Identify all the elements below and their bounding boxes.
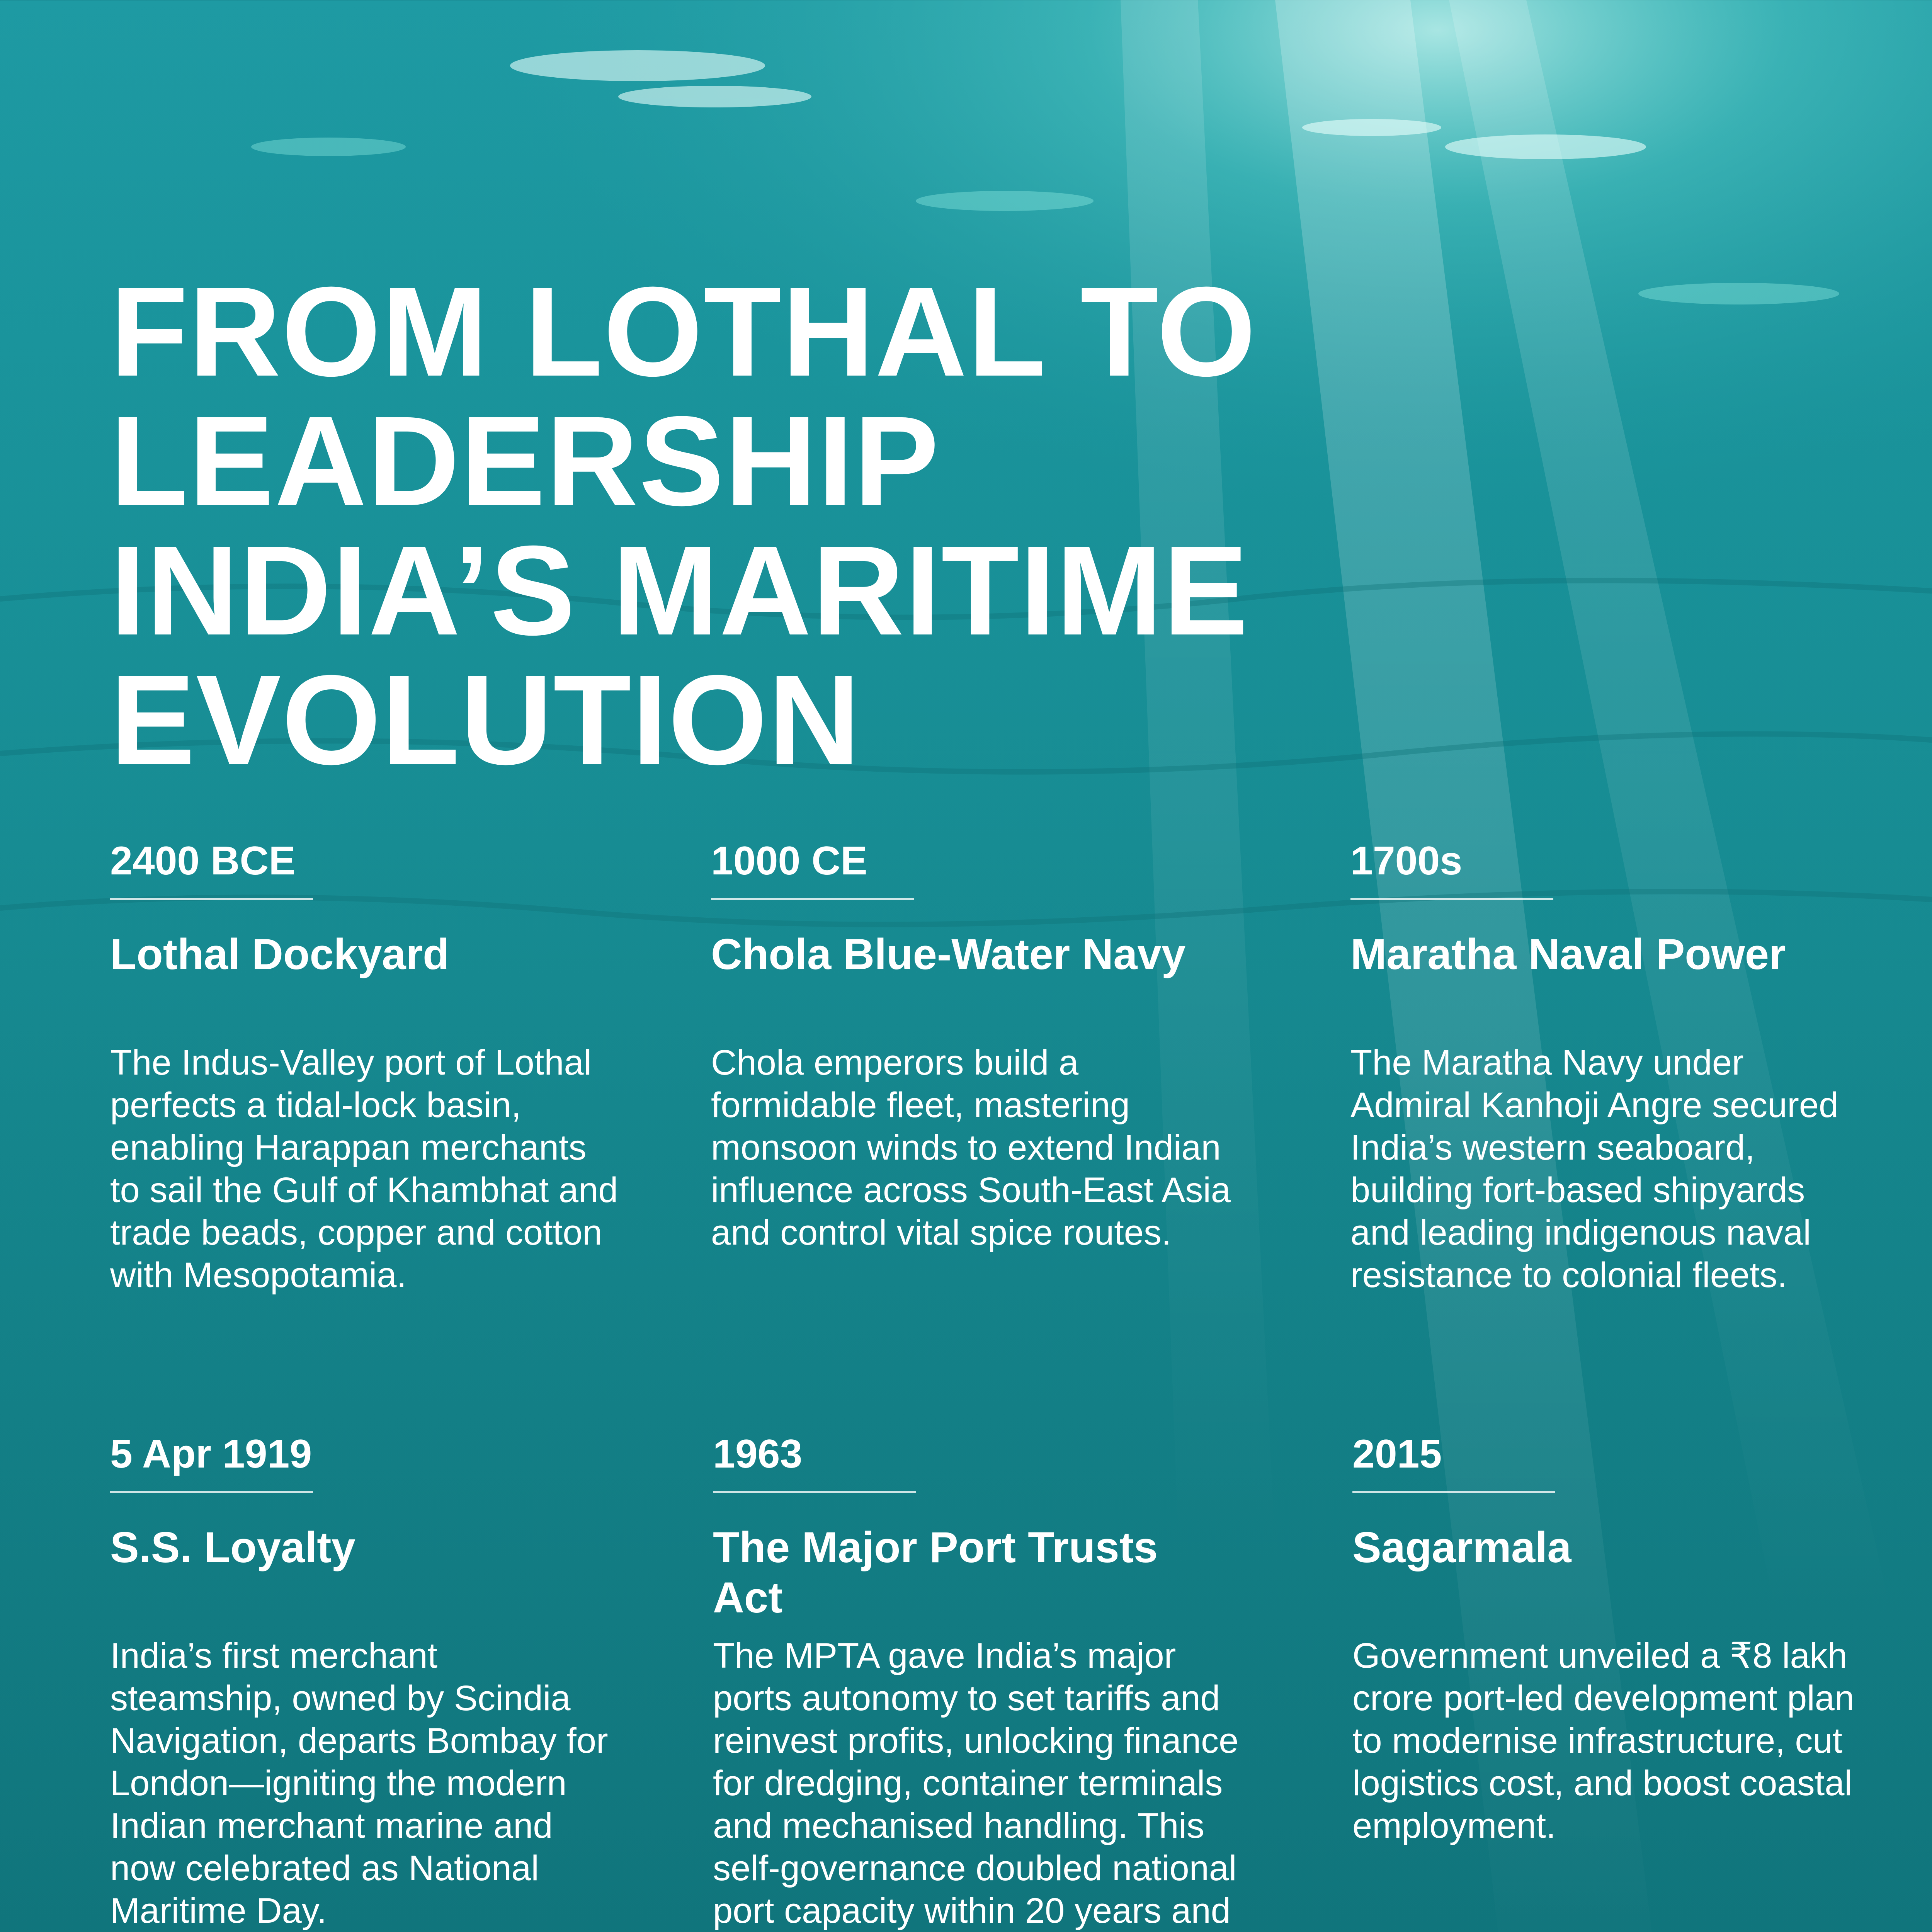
year-divider [110,898,313,900]
timeline-entry-chola [711,838,1240,1254]
year-divider [1352,1491,1555,1493]
title-line: INDIA’S MARITIME [110,519,1249,662]
entry-heading: Sagarmala [1352,1523,1571,1571]
year-divider [110,1491,313,1493]
entry-year: 1963 [713,1432,803,1476]
timeline-entry-lothal [110,838,620,1296]
entry-year: 2015 [1352,1432,1442,1476]
title-line: FROM LOTHAL TO [110,260,1257,403]
timeline-entry-maratha [1350,838,1864,1296]
timeline-entry-ss-loyalty [110,1431,609,1932]
entry-year: 1000 CE [711,838,867,883]
entry-text: The Indus-Valley port of Lothal perfects a tidal-lock basin, enabling Harappan merchants to sail the Gulf of Khambhat and trade beads, copper and cotton with Mesopotamia. [110,1043,618,1295]
entry-text: The Maratha Navy under Admiral Kanhoji Angre secured India’s western seaboard, building fort-based shipyards and leading indigenous naval resistance to colonial fleets. [1350,1043,1839,1295]
entry-heading: The Major Port Trusts Act [713,1523,1158,1622]
year-divider [711,898,914,900]
title-line: EVOLUTION [110,648,861,791]
entry-text: Government unveiled a ₹8 lakh crore port-led development plan to modernise infrastructure, cut logistics cost, and boost coastal employment. [1352,1636,1854,1845]
timeline-entry-sagarmala [1352,1431,1855,1847]
entry-year: 1700s [1350,838,1463,883]
entry-text: India’s first merchant steamship, owned by Scindia Navigation, departs Bombay for London—igniting the modern Indian merchant marine and now celebrated as National Maritime Day. [110,1636,608,1930]
entry-heading: S.S. Loyalty [110,1523,355,1571]
entry-heading: Maratha Naval Power [1350,930,1786,978]
entry-text: The MPTA gave India’s major ports autonomy to set tariffs and reinvest profits, unlocking finance for dredging, container terminals and mechanised handling. This self-governance doubled national port capacity within 20 years and [713,1636,1239,1930]
entry-year: 2400 BCE [110,838,296,883]
page-title [110,260,1257,791]
entry-heading: Chola Blue-Water Navy [711,930,1186,978]
timeline-entry-mpta [713,1431,1254,1932]
title-line: LEADERSHIP [110,389,940,532]
year-divider [713,1491,916,1493]
entry-heading: Lothal Dockyard [110,930,449,978]
entry-year: 5 Apr 1919 [110,1432,312,1476]
year-divider [1350,898,1553,900]
entry-text: Chola emperors build a formidable fleet, mastering monsoon winds to extend Indian influence across South-East Asia and control vital spice routes. [711,1043,1231,1252]
